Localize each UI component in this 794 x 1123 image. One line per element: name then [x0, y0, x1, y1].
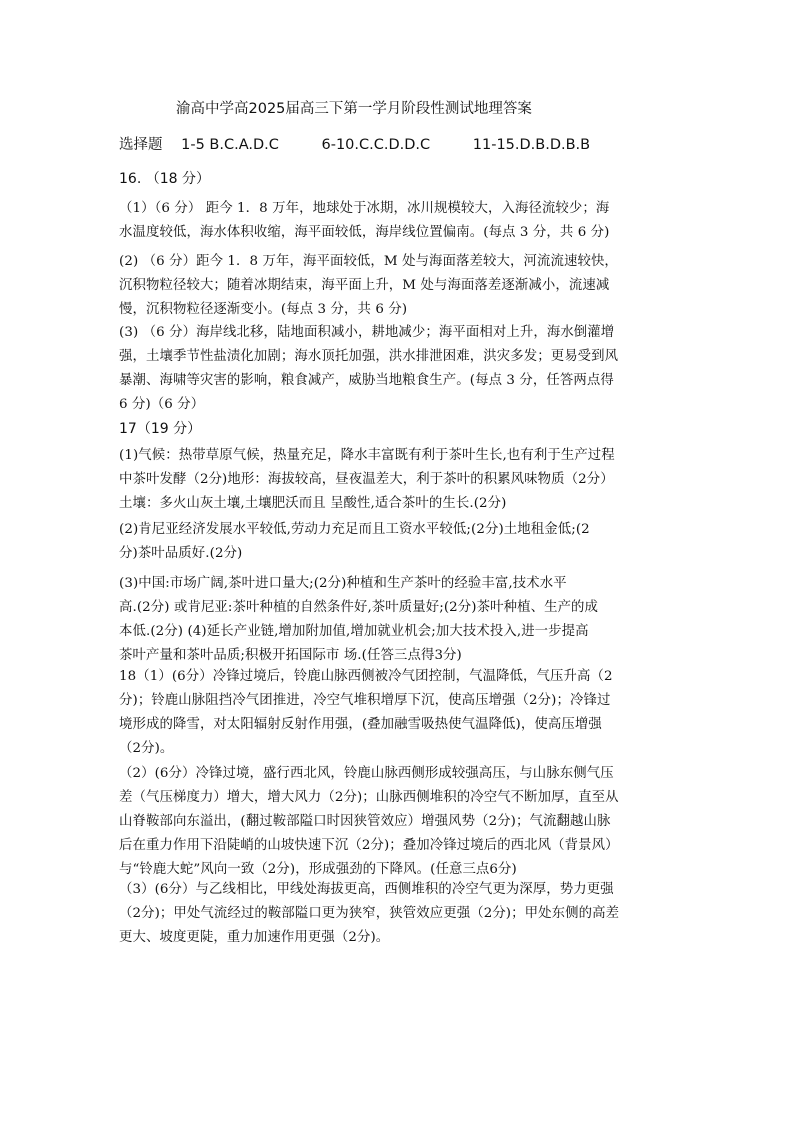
q16-part1-answer	[119, 197, 671, 245]
text-line: 暴潮、海啸等灾害的影响，粮食减产，威胁当地粮食生产。(每点 3 分，任答两点得	[119, 373, 614, 388]
text-line: 分)茶叶品质好.(2分)	[119, 546, 243, 561]
q18-part1-answer	[119, 665, 671, 761]
text-line: (2)肯尼亚经济发展水平较低,劳动力充足而且工资水平较低;(2分)土地租金低;(2	[119, 522, 590, 537]
text-line: 沉积物粒径较大；随着冰期结束，海平面上升，M 处与海面落差逐渐减小，流速减	[119, 278, 610, 293]
text-line: 中茶叶发酵（2分)地形：海拔较高，昼夜温差大，利于茶叶的积累风味物质（2分）	[119, 472, 614, 487]
text-line: 慢，沉积物粒径逐渐变小。(每点 3 分，共 6 分)	[119, 302, 408, 317]
text-line: 更大、坡度更陡，重力加速作用更强（2分)。	[119, 930, 390, 945]
text-line: 强，土壤季节性盐渍化加剧；海水顶托加强，洪水排泄困难，洪灾多发；更易受到风	[119, 349, 619, 364]
text-line: （3）(6分）与乙线相比，甲线处海拔更高，西侧堆积的冷空气更为深厚，势力更强	[119, 882, 614, 897]
q16-part2-answer	[119, 250, 671, 322]
text-line: 后在重力作用下沿陡峭的山坡快速下沉（2分)；叠加冷锋过境后的西北风（背景风）	[119, 838, 619, 853]
question-17-heading: 17（19 分）	[119, 421, 202, 437]
text-line: 差（气压梯度力）增大，增大风力（2分)；山脉西侧堆积的冷空气不断加厚，直至从	[119, 790, 619, 805]
text-line: 6 分)（6 分）	[119, 397, 205, 412]
text-line: 18（1）(6分）冷锋过境后，铃鹿山脉西侧被冷气团控制，气温降低，气压升高（2	[119, 669, 613, 684]
text-line: 本低.(2分) (4)延长产业链,增加附加值,增加就业机会;加大技术投入,进一步提高	[119, 624, 589, 639]
q17-part2-answer	[119, 518, 671, 566]
text-line: 水温度较低，海水体积收缩，海平面较低，海岸线位置偏南。(每点 3 分，共 6 分)	[119, 225, 610, 240]
q17-part3-4-answer	[119, 572, 671, 668]
text-line: 山脊鞍部向东溢出，(翻过鞍部隘口时因狭管效应）增强风势（2分)；气流翻越山脉	[119, 814, 611, 829]
choice-label: 选择题	[119, 137, 163, 153]
text-line: 与“铃鹿大蛇”风向一致（2分)，形成强劲的下降风。(任意三点6分)	[119, 862, 517, 877]
text-line: 茶叶产量和茶叶品质;积极开拓国际市 场.(任答三点得3分)	[119, 648, 462, 663]
text-line: 高.(2分) 或肯尼亚:茶叶种植的自然条件好,茶叶质量好;(2分)茶叶种植、生产的成	[119, 600, 599, 615]
document-title: 渝高中学高2025届高三下第一学月阶段性测试地理答案	[176, 101, 532, 117]
text-line: (1)气候：热带草原气候，热量充足，降水丰富既有利于茶叶生长,也有利于生产过程	[119, 448, 615, 463]
q16-part3-answer	[119, 321, 671, 417]
text-line: （2）(6分）冷锋过境，盛行西北风，铃鹿山脉西侧形成较强高压，与山脉东侧气压	[119, 766, 614, 781]
q17-part1-answer	[119, 444, 671, 516]
text-line: （2分)；甲处气流经过的鞍部隘口更为狭窄，狭管效应更强（2分)；甲处东侧的高差	[119, 906, 620, 921]
choice-answers-11-15: 11-15.D.B.D.B.B	[472, 137, 591, 153]
text-line: （1）（6 分） 距今 1．8 万年，地球处于冰期，冰川规模较大，入海径流较少；海	[119, 201, 610, 216]
question-16-heading: 16. （18 分）	[119, 171, 210, 187]
text-line: 土壤：多火山灰土壤,土壤肥沃而且 呈酸性,适合茶叶的生长.(2分)	[119, 496, 507, 511]
text-line: (3)中国:市场广阔,茶叶进口量大;(2分)种植和生产茶叶的经验丰富,技术水平	[119, 576, 567, 591]
q18-part3-answer	[119, 878, 671, 950]
text-line: （2分)。	[119, 741, 174, 756]
choice-answers-1-5: 1-5 B.C.A.D.C	[181, 137, 279, 153]
multiple-choice-answers	[119, 133, 590, 154]
text-line: (3) （6 分）海岸线北移，陆地面积减小，耕地减少；海平面相对上升，海水倒灌增	[119, 325, 615, 340]
text-line: 境形成的降雪，对太阳辐射反射作用强，(叠加融雪吸热使气温降低)，使高压增强	[119, 717, 602, 732]
choice-answers-6-10: 6-10.C.C.D.D.C	[321, 137, 431, 153]
q18-part2-answer	[119, 762, 671, 882]
text-line: (2) （6 分）距今 1．8 万年，海平面较低，M 处与海面落差较大，河流流速较快，	[119, 254, 618, 269]
text-line: 分)；铃鹿山脉阻挡冷气团推进，冷空气堆积增厚下沉，使高压增强（2分)；冷锋过	[119, 693, 611, 708]
